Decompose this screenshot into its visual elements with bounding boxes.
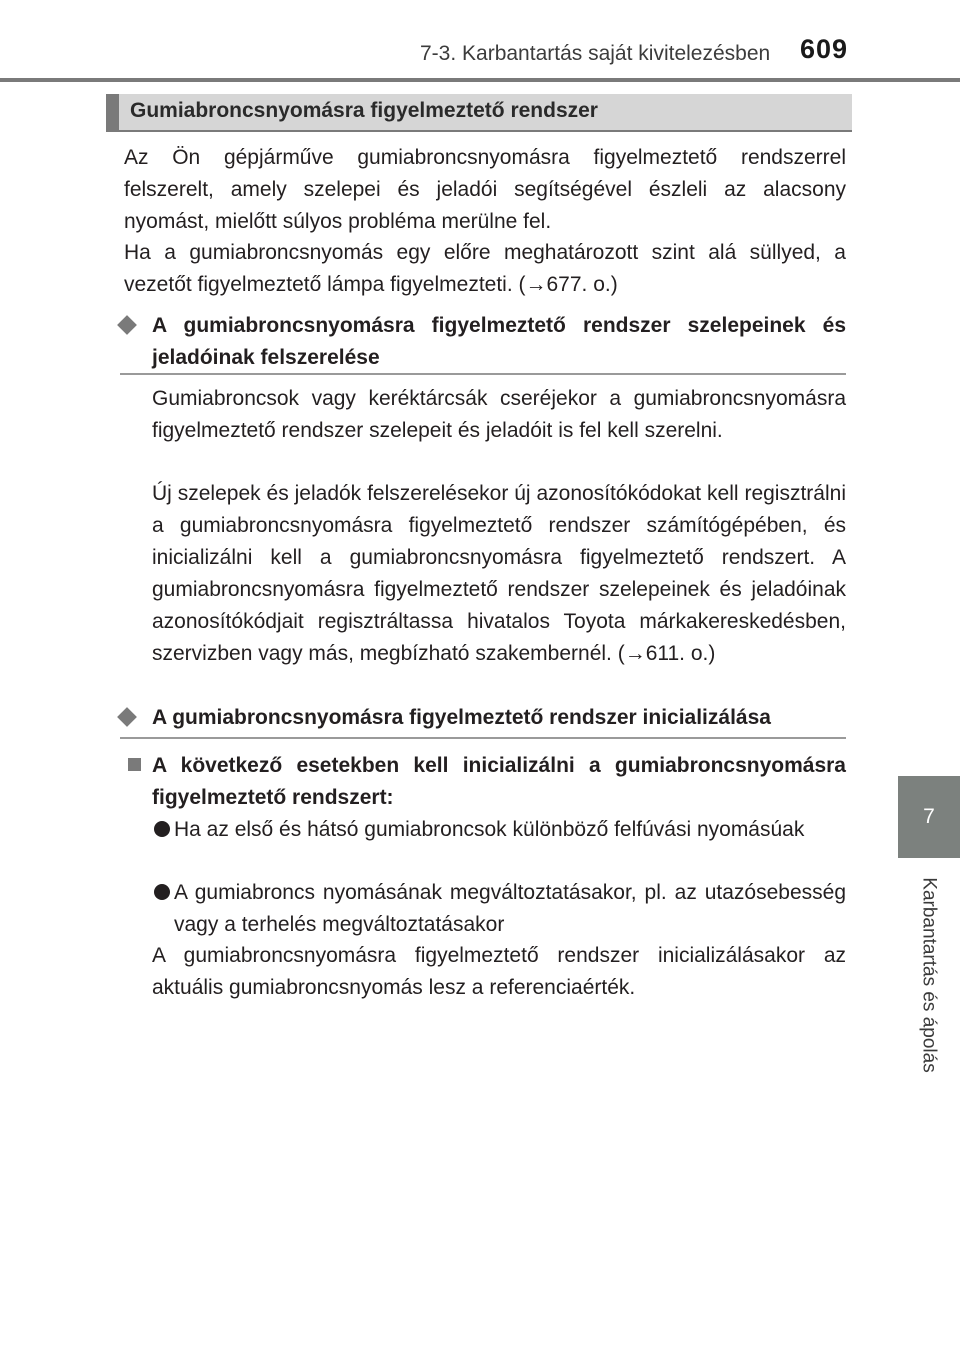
- subsection-title: A gumiabroncsnyomásra figyelmeztető rendszer inicializálása: [152, 706, 771, 729]
- list-item-text: Ha az első és hátsó gumiabroncsok különböző felfúvási nyomásúak: [174, 818, 805, 841]
- condition-heading-text: A következő esetekben kell inicializálni a gumiabroncsnyomásra figyelmeztető rendszert:: [152, 754, 846, 809]
- list-item-text: A gumiabroncs nyomásának megváltoztatásakor, pl. az utazósebesség vagy a terhelés megváltoztatásakor: [174, 881, 846, 936]
- running-header: 7-3. Karbantartás saját kivitelezésben: [420, 42, 771, 65]
- intro-paragraph: Ha a gumiabroncsnyomás egy előre meghatározott szint alá süllyed, a vezetőt figyelmeztető lámpa figyelmezteti. (→677. o.): [124, 241, 846, 296]
- list-item: [152, 814, 846, 846]
- body-paragraph: A gumiabroncsnyomásra figyelmeztető rendszer inicializálásakor az aktuális gumiabroncsnyomás lesz a referenciaérték.: [152, 944, 846, 999]
- diamond-bullet-icon: [117, 707, 137, 727]
- circle-bullet-icon: [154, 821, 170, 837]
- intro-paragraph: Az Ön gépjárműve gumiabroncsnyomásra figyelmeztető rendszerrel felszerelt, amely szelepei és jeladói segítségével észleli az alacsony nyomást, mielőtt súlyos probléma merülne fel.: [124, 146, 846, 233]
- subsection-rule: [120, 737, 846, 739]
- subsection-rule: [120, 373, 846, 375]
- section-title: Gumiabroncsnyomásra figyelmeztető rendszer: [130, 99, 598, 122]
- subsection-title: A gumiabroncsnyomásra figyelmeztető rendszer szelepeinek és jeladóinak felszerelése: [152, 314, 846, 369]
- body-paragraph: Gumiabroncsok vagy keréktárcsák cseréjekor a gumiabroncsnyomásra figyelmeztető rendszer szelepeit és jeladóit is fel kell szerelni.: [152, 387, 846, 442]
- condition-heading: [124, 750, 846, 814]
- page-number: 609: [800, 34, 849, 64]
- subsection-heading: [120, 310, 846, 374]
- chapter-title: Karbantartás és ápolás: [919, 877, 940, 1073]
- subsection-heading: [120, 702, 846, 734]
- chapter-number-tab: [898, 776, 960, 858]
- diamond-bullet-icon: [117, 315, 137, 335]
- circle-bullet-icon: [154, 884, 170, 900]
- body-paragraph: Új szelepek és jeladók felszerelésekor új azonosítókódokat kell regisztrálni a gumiabroncsnyomásra figyelmeztető rendszer számítógépében, és inicializálni kell a gumiabroncsnyomásra figyelmeztető rendszert. A gumiabroncsnyomásra figyelmeztető rendszer szelepeinek és jeladóinak azonosítókódjait regisztráltassa hivatalos Toyota márkakereskedésben, szervizben vagy más, megbízható szakembernél. (→611. o.): [152, 482, 846, 665]
- square-bullet-icon: [128, 758, 141, 771]
- chapter-number: 7: [923, 805, 935, 828]
- section-title-accent: [106, 94, 119, 130]
- list-item: [152, 877, 846, 941]
- section-title-bar: [106, 94, 852, 132]
- chapter-title-tab: [898, 870, 960, 1080]
- header-rule: [0, 78, 960, 82]
